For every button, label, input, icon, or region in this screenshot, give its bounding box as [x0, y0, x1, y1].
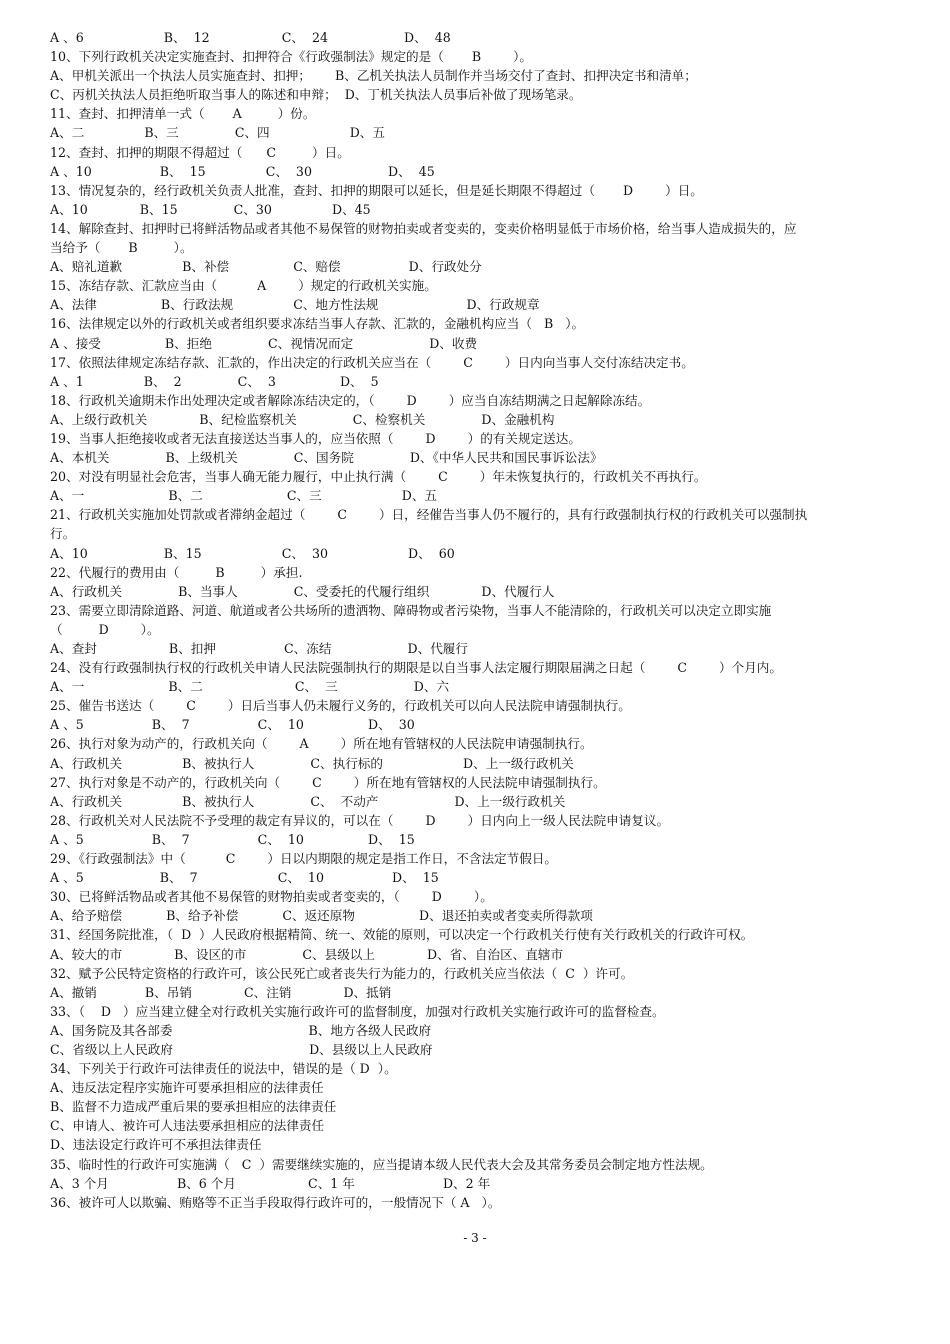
text-line: A、国务院及其各部委 B、地方各级人民政府 — [50, 1022, 432, 1038]
text-line: 当给予（ B ）。 — [50, 240, 193, 256]
text-line: 10、下列行政机关决定实施查封、扣押符合《行政强制法》规定的是（ B ）。 — [50, 49, 533, 65]
text-line: A 、5 B、 7 C、 10 D、 15 — [50, 831, 415, 847]
text-line: 19、当事人拒绝接收或者无法直接送达当事人的，应当依照（ D ）的有关规定送达。 — [50, 430, 581, 446]
text-line: 32、赋予公民特定资格的行政许可，该公民死亡或者丧失行为能力的，行政机关应当依法（ C ）许可。 — [50, 965, 634, 981]
text-line: A 、6 B、 12 C、 24 D、 48 — [50, 30, 451, 45]
text-line: A、法律 B、行政法规 C、地方性法规 D、行政规章 — [50, 297, 540, 313]
text-line: B、监督不力造成严重后果的要承担相应的法律责任 — [50, 1099, 337, 1115]
text-line: A 、10 B、 15 C、 30 D、 45 — [50, 163, 435, 179]
text-line: A 、5 B、 7 C、 10 D、 30 — [50, 717, 415, 733]
text-line: 18、行政机关逾期未作出处理决定或者解除冻结决定的，（ D ）应当自冻结期满之日起解除冻结。 — [50, 392, 651, 408]
text-line: A、10 B、15 C、30 D、45 — [50, 201, 371, 217]
text-line: A 、5 B、 7 C、 10 D、 15 — [50, 870, 439, 886]
text-line: 36、被许可人以欺骗、贿赂等不正当手段取得行政许可的，一般情况下（ A ）。 — [50, 1194, 501, 1210]
text-line: A 、接受 B、拒绝 C、视情况而定 D、收费 — [50, 335, 478, 351]
text-line: 15、冻结存款、汇款应当由（ A ）规定的行政机关实施。 — [50, 278, 437, 294]
text-line: 25、催告书送达（ C ）日后当事人仍未履行义务的，行政机关可以向人民法院申请强制执行。 — [50, 698, 631, 714]
text-line: A、行政机关 B、被执行人 C、执行标的 D、上一级行政机关 — [50, 755, 574, 771]
text-line: A、上级行政机关 B、纪检监察机关 C、检察机关 D、金融机构 — [50, 411, 555, 427]
text-line: 24、没有行政强制执行权的行政机关申请人民法院强制执行的期限是以自当事人法定履行期限届满之日起（ C ）个月内。 — [50, 660, 782, 676]
text-line: A、本机关 B、上级机关 C、国务院 D、《中华人民共和国民事诉讼法》 — [50, 450, 603, 466]
text-line: 26、执行对象为动产的，行政机关向（ A ）所在地有管辖权的人民法院申请强制执行。 — [50, 736, 593, 752]
text-line: A、一 B、二 C、 三 D、六 — [50, 679, 450, 695]
document-body — [50, 28, 908, 1212]
text-line: 27、执行对象是不动产的，行政机关向（ C ）所在地有管辖权的人民法院申请强制执行。 — [50, 774, 606, 790]
text-line: 28、行政机关对人民法院不予受理的裁定有异议的，可以在（ D ）日内向上一级人民法院申请复议。 — [50, 812, 670, 828]
text-line: A 、1 B、 2 C、 3 D、 5 — [50, 373, 379, 389]
text-line: 22、代履行的费用由（ B ）承担. — [50, 564, 303, 580]
text-line: 20、对没有明显社会危害，当事人确无能力履行，中止执行满（ C ）年未恢复执行的，行政机关不再执行。 — [50, 469, 707, 485]
text-line: 34、下列关于行政许可法律责任的说法中，错误的是（ D ）。 — [50, 1061, 397, 1077]
text-line: C、申请人、被许可人违法要承担相应的法律责任 — [50, 1118, 325, 1134]
text-line: 31、经国务院批准，（ D ）人民政府根据精简、统一、效能的原则，可以决定一个行政机关行使有关行政机关的行政许可权。 — [50, 927, 754, 943]
text-line: A、3 个月 B、6 个月 C、1 年 D、2 年 — [50, 1175, 491, 1191]
text-line: A、给予赔偿 B、给予补偿 C、返还原物 D、退还拍卖或者变卖所得款项 — [50, 908, 593, 924]
text-line: A、撤销 B、吊销 C、注销 D、抵销 — [50, 984, 392, 1000]
text-line: 30、已将鲜活物品或者其他不易保管的财物拍卖或者变卖的，（ D ）。 — [50, 889, 493, 905]
text-line: 12、查封、扣押的期限不得超过（ C ）日。 — [50, 144, 350, 160]
text-line: A、10 B、15 C、 30 D、 60 — [50, 545, 455, 561]
text-line: （ D ）。 — [50, 621, 160, 637]
text-line: C、省级以上人民政府 D、县级以上人民政府 — [50, 1041, 433, 1057]
text-line: 17、依照法律规定冻结存款、汇款的，作出决定的行政机关应当在（ C ）日内向当事人交付冻结决定书。 — [50, 354, 694, 370]
text-line: 21、行政机关实施加处罚款或者滞纳金超过（ C ）日，经催告当事人仍不履行的，具有行政强制执行权的行政机关可以强制执 — [50, 507, 808, 523]
text-line: A、甲机关派出一个执法人员实施查封、扣押； B、乙机关执法人员制作并当场交付了查封、扣押决定书和清单； — [50, 68, 697, 84]
text-line: 14、解除查封、扣押时已将鲜活物品或者其他不易保管的财物拍卖或者变卖的，变卖价格明显低于市场价格，给当事人造成损失的，应 — [50, 220, 797, 236]
text-line: A、查封 B、扣押 C、冻结 D、代履行 — [50, 641, 468, 656]
text-line: 35、临时性的行政许可实施满（ C ）需要继续实施的，应当提请本级人民代表大会及其常务委员会制定地方性法规。 — [50, 1156, 713, 1172]
text-line: 11、查封、扣押清单一式（ A ）份。 — [50, 106, 316, 122]
text-line: C、丙机关执法人员拒绝听取当事人的陈述和申辩； D、丁机关执法人员事后补做了现场笔录。 — [50, 87, 582, 103]
text-line: 33、（ D ）应当建立健全对行政机关实施行政许可的监督制度，加强对行政机关实施行政许可的监督检查。 — [50, 1003, 665, 1019]
text-line: 23、需要立即清除道路、河道、航道或者公共场所的遗洒物、障碍物或者污染物，当事人不能清除的，行政机关可以决定立即实施 — [50, 602, 772, 618]
text-line: 29、《行政强制法》中（ C ）日以内期限的规定是指工作日，不含法定节假日。 — [50, 851, 558, 867]
text-line: A、一 B、二 C、三 D、五 — [50, 488, 438, 504]
text-line: A、违反法定程序实施许可要承担相应的法律责任 — [50, 1080, 324, 1096]
page-number: - 3 - — [463, 1231, 487, 1245]
text-line: A、行政机关 B、当事人 C、受委托的代履行组织 D、代履行人 — [50, 583, 555, 599]
text-line: 13、情况复杂的，经行政机关负责人批准，查封、扣押的期限可以延长，但是延长期限不得超过（ D ）日。 — [50, 182, 703, 198]
text-line: A、较大的市 B、设区的市 C、县级以上 D、省、自治区、直辖市 — [50, 946, 564, 962]
text-line: A、二 B、三 C、四 D、五 — [50, 125, 385, 141]
text-line: 16、法律规定以外的行政机关或者组织要求冻结当事人存款、汇款的，金融机构应当（ B ）。 — [50, 316, 585, 332]
text-line: A、行政机关 B、被执行人 C、 不动产 D、上一级行政机关 — [50, 793, 566, 809]
text-line: A、赔礼道歉 B、补偿 C、赔偿 D、行政处分 — [50, 259, 482, 275]
text-line: D、违法设定行政许可不承担法律责任 — [50, 1137, 262, 1153]
text-line: 行。 — [50, 526, 76, 542]
